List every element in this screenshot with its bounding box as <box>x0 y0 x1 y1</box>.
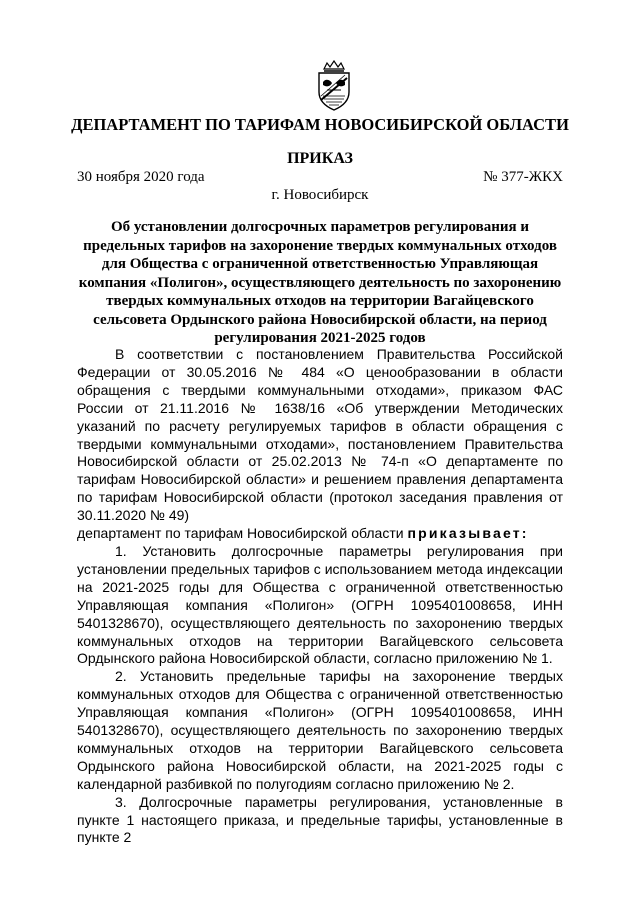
order-date: 30 ноября 2020 года <box>77 169 205 185</box>
orders-paragraph <box>77 525 563 543</box>
orders-word: приказывает: <box>407 525 529 542</box>
preamble-paragraph: В соответствии с постановлением Правительства Российской Федерации от 30.05.2016 № 484 «О ценообразовании в области обращения с твердыми коммунальными отходами», приказом ФАС России от 21.11.2016 № 1638/16 «Об утверждении Методических указаний по расчету регулируемых тарифов в области обращения с твердыми коммунальными отходами», постановлением Правительства Новосибирской области от 25.02.2013 № 74-п «О департаменте по тарифам Новосибирской области» и решением правления департамента по тарифам Новосибирской области (протокол заседания правления от 30.11.2020 № 49) <box>77 346 563 524</box>
order-subject: Об установлении долгосрочных параметров регулирования и предельных тарифов на захоронение твердых коммунальных отходов для Общества с ограниченной ответственностью Управляющая компания «Полигон», осуществляющего деятельность по захоронению твердых коммунальных отходов на территории Вагайцевского сельсовета Ордынского района Новосибирской области, на период регулирования 2021-2025 годов <box>78 219 562 346</box>
item-3-paragraph: 3. Долгосрочные параметры регулирования, установленные в пункте 1 настоящего приказа, и предельные тарифы, установленные в пункте 2 <box>77 793 563 846</box>
orders-lead-text: департамент по тарифам Новосибирской области <box>77 525 404 542</box>
document-type-title: ПРИКАЗ <box>287 150 353 167</box>
item-1-paragraph: 1. Установить долгосрочные параметры регулирования при установлении предельных тарифов с использованием метода индексации на 2021-2025 годы для Общества с ограниченной ответственностью Управляющая компания «Полигон» (ОГРН 1095401008658, ИНН 5401328670), осуществляющего деятельность по захоронению твердых коммунальных отходов на территории Вагайцевского сельсовета Ордынского района Новосибирской области, согласно приложению № 1. <box>77 542 563 667</box>
item-2-paragraph: 2. Установить предельные тарифы на захоронение твердых коммунальных отходов для Общества с ограниченной ответственностью Управляющая компания «Полигон» (ОГРН 1095401008658, ИНН 5401328670), осуществляющего деятельность по захоронению твердых коммунальных отходов на территории Вагайцевского сельсовета Ордынского района Новосибирской области, на 2021-2025 годы с календарной разбивкой по полугодиям согласно приложению № 2. <box>77 668 563 792</box>
order-number: № 377-ЖКХ <box>483 169 563 185</box>
order-body <box>77 346 563 847</box>
coat-of-arms-icon <box>313 60 355 112</box>
order-city: г. Новосибирск <box>271 187 369 203</box>
department-heading: ДЕПАРТАМЕНТ ПО ТАРИФАМ НОВОСИБИРСКОЙ ОБЛАСТИ <box>71 115 569 134</box>
